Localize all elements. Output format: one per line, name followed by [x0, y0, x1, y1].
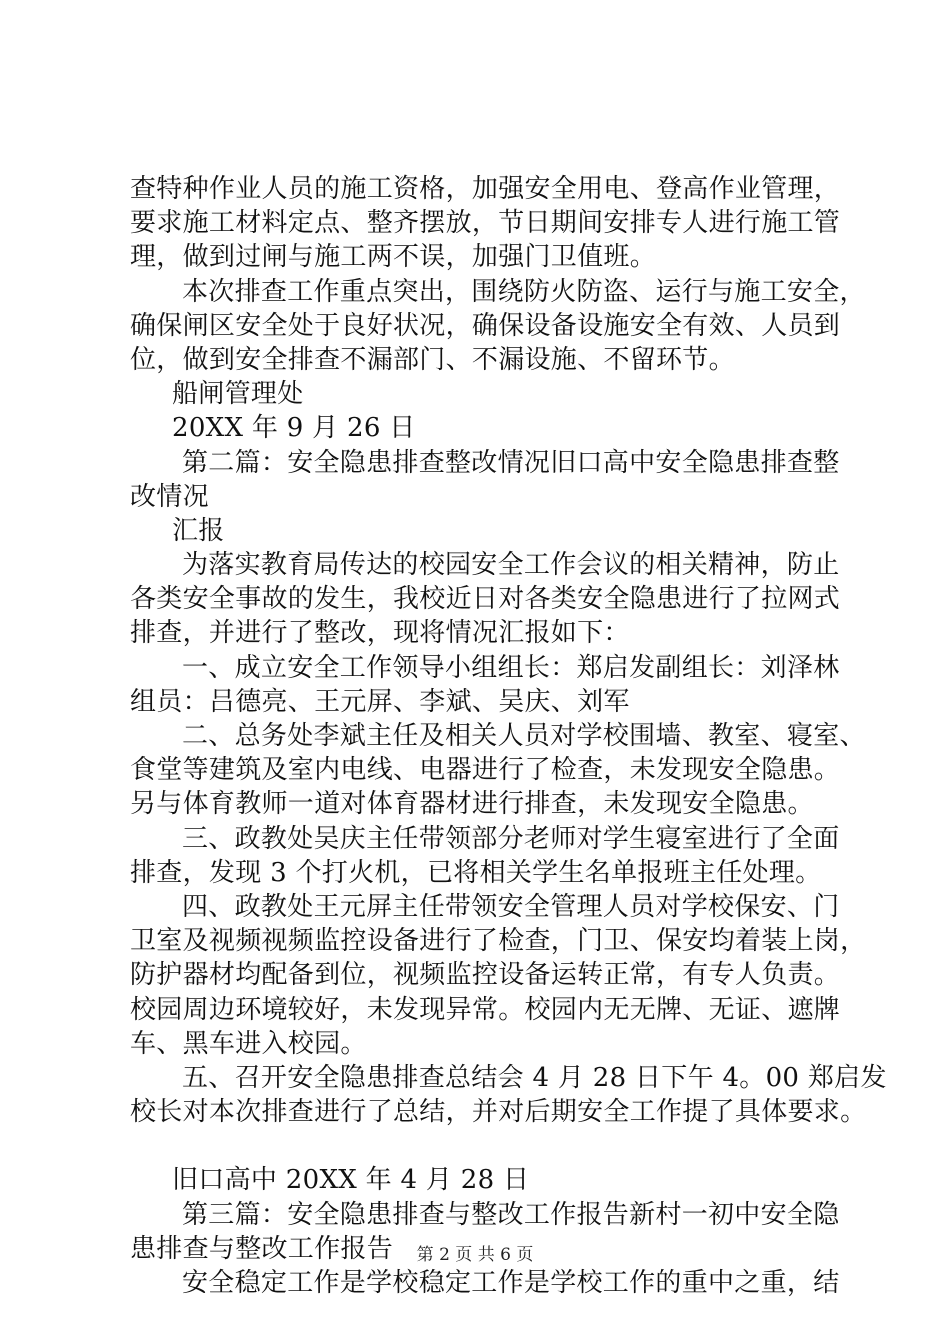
text-line: 食堂等建筑及室内电线、电器进行了检查，未发现安全隐患。: [130, 755, 841, 786]
text-line: 防护器材均配备到位，视频监控设备运转正常，有专人负责。: [130, 960, 841, 991]
section-subheading: 汇报: [172, 515, 225, 546]
signature-date: 20XX 年 9 月 26 日: [172, 413, 416, 444]
paragraph-start: 为落实教育局传达的校园安全工作会议的相关精神，防止: [182, 550, 840, 581]
paragraph-start: 五、召开安全隐患排查总结会 4 月 28 日下午 4。00 郑启发: [182, 1062, 887, 1093]
page-footer: 第 2 页 共 6 页: [416, 1245, 534, 1265]
paragraph-start: 本次排查工作重点突出，围绕防火防盗、运行与施工安全，: [182, 276, 866, 307]
signature-line: 旧口高中 20XX 年 4 月 28 日: [172, 1165, 530, 1196]
section-heading: 第二篇：安全隐患排查整改情况旧口高中安全隐患排查整: [182, 447, 840, 478]
document-body: [130, 172, 887, 1300]
text-line: 查特种作业人员的施工资格，加强安全用电、登高作业管理，: [130, 174, 841, 204]
text-line: 校长对本次排查进行了总结，并对后期安全工作提了具体要求。: [130, 1097, 867, 1128]
text-line: 校园周边环境较好，未发现异常。校园内无无牌、无证、遮牌: [130, 994, 841, 1025]
text-line: 各类安全事故的发生，我校近日对各类安全隐患进行了拉网式: [130, 584, 841, 615]
signature-org: 船闸管理处: [172, 379, 304, 410]
text-line: 另与体育教师一道对体育器材进行排查，未发现安全隐患。: [130, 789, 814, 820]
section-heading-cont: 改情况: [130, 481, 209, 512]
text-line: 确保闸区安全处于良好状况，确保设备设施安全有效、人员到: [130, 310, 841, 341]
text-line: 要求施工材料定点、整齐摆放，节日期间安排专人进行施工管: [130, 208, 841, 239]
paragraph-start: 二、总务处李斌主任及相关人员对学校围墙、教室、寝室、: [182, 721, 866, 751]
text-line: 理，做到过闸与施工两不误，加强门卫值班。: [130, 242, 657, 273]
blank-line: [130, 1129, 842, 1163]
text-line: 卫室及视频视频监控设备进行了检查，门卫、保安均着装上岗，: [130, 926, 867, 957]
paragraph-start: 三、政教处吴庆主任带领部分老师对学生寝室进行了全面: [182, 823, 840, 854]
section-heading-cont: 患排查与整改工作报告: [130, 1233, 394, 1264]
text-line: 位，做到安全排查不漏部门、不漏设施、不留环节。: [130, 344, 735, 375]
section-heading: 第三篇：安全隐患排查与整改工作报告新村一初中安全隐: [182, 1199, 840, 1230]
text-line: 排查，发现 3 个打火机，已将相关学生名单报班主任处理。: [130, 857, 822, 888]
text-line: 组员：吕德亮、王元屏、李斌、吴庆、刘军: [130, 686, 630, 717]
paragraph-start: 四、政教处王元屏主任带领安全管理人员对学校保安、门: [182, 891, 840, 922]
text-line: 排查，并进行了整改，现将情况汇报如下：: [130, 618, 630, 649]
text-line: 车、黑车进入校园。: [130, 1028, 367, 1059]
paragraph-start: 安全稳定工作是学校稳定工作是学校工作的重中之重，结: [182, 1268, 840, 1298]
paragraph-start: 一、成立安全工作领导小组组长：郑启发副组长：刘泽林: [182, 652, 840, 683]
